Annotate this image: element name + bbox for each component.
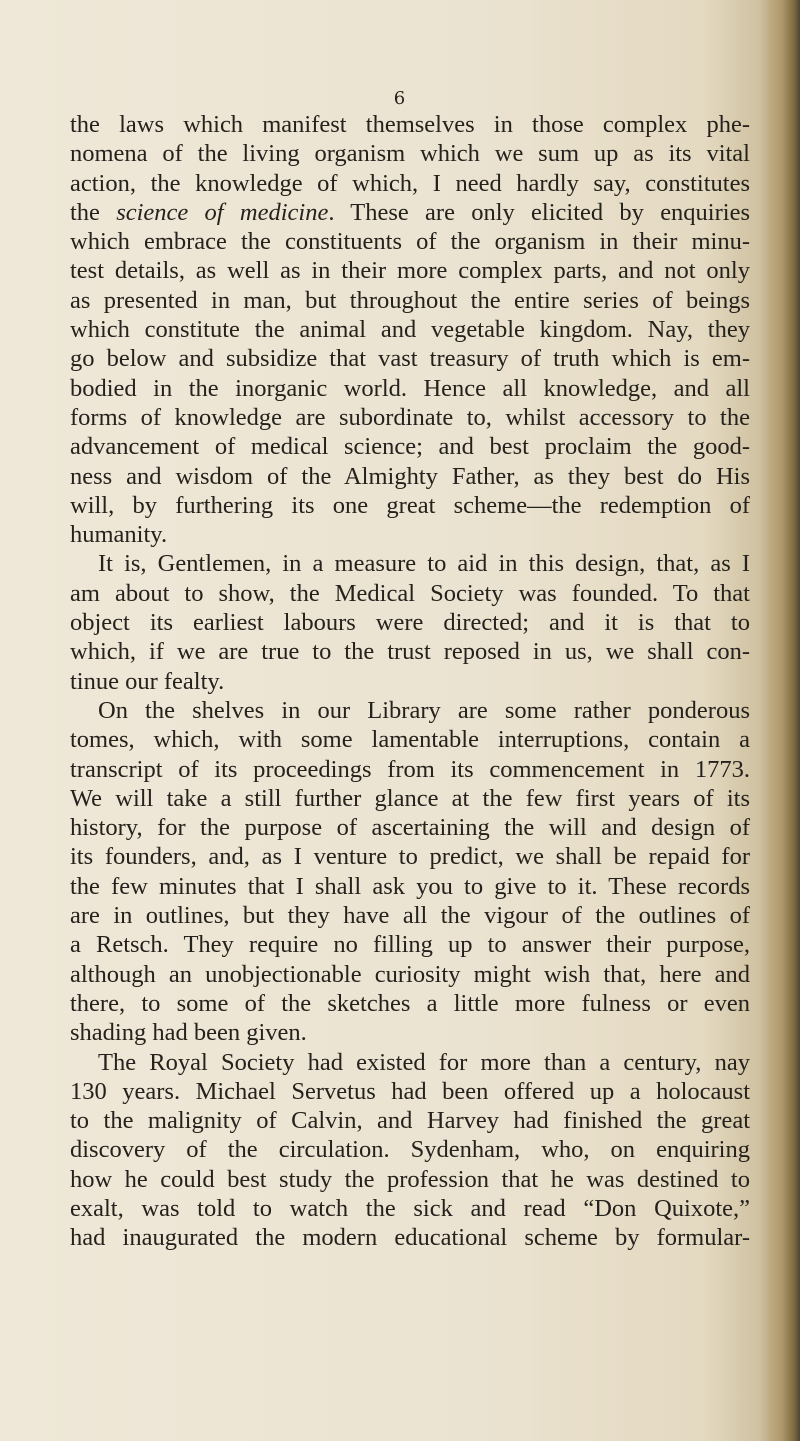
page-edge-shadow [760, 0, 800, 1441]
text-line: go below and subsidize that vast treasury of truth which is em- [70, 345, 750, 373]
text-line: its founders, and, as I venture to predict, we shall be repaid for [70, 843, 750, 871]
text-line: the few minutes that I shall ask you to give to it. These records [70, 872, 750, 900]
text-line: history, for the purpose of ascertaining the will and design of [70, 814, 750, 842]
text-line: tomes, which, with some lamentable interruptions, contain a [70, 726, 750, 754]
text-line: which, if we are true to the trust reposed in us, we shall con- [70, 638, 750, 666]
text-line: object its earliest labours were directed; and it is that to [70, 609, 750, 637]
text-line: will, by furthering its one great scheme—the redemption of [70, 491, 750, 519]
text-line: test details, as well as in their more complex parts, and not only [70, 257, 750, 285]
text-line: discovery of the circulation. Sydenham, who, on enquiring [70, 1136, 750, 1164]
text-line: bodied in the inorganic world. Hence all knowledge, and all [70, 374, 750, 402]
text-line: to the malignity of Calvin, and Harvey had finished the great [70, 1107, 750, 1135]
text-line: there, to some of the sketches a little more fulness or even [70, 989, 750, 1017]
text-line: how he could best study the profession that he was destined to [70, 1165, 750, 1193]
text-line: It is, Gentlemen, in a measure to aid in this design, that, as I [98, 550, 750, 578]
text-line: although an unobjectionable curiosity might wish that, here and [70, 960, 750, 988]
text-line: We will take a still further glance at the few first years of its [70, 784, 750, 812]
text-line: 130 years. Michael Servetus had been offered up a holocaust [70, 1077, 750, 1105]
text-line: which constitute the animal and vegetable kingdom. Nay, they [70, 316, 750, 344]
text-line: are in outlines, but they have all the vigour of the outlines of [70, 902, 750, 930]
text-line: exalt, was told to watch the sick and read “Don Quixote,” [70, 1194, 750, 1222]
text-line: forms of knowledge are subordinate to, whilst accessory to the [70, 403, 750, 431]
text-line: as presented in man, but throughout the entire series of beings [70, 286, 750, 314]
text-line: The Royal Society had existed for more than a century, nay [98, 1048, 750, 1076]
text-line: which embrace the constituents of the organism in their minu- [70, 228, 750, 256]
text-line: action, the knowledge of which, I need hardly say, constitutes [70, 169, 750, 197]
page-number: 6 [393, 88, 407, 109]
italic-phrase: science of medicine [116, 198, 329, 226]
text-line: humanity. [70, 521, 168, 549]
text-line: nomena of the living organism which we sum up as its vital [70, 140, 750, 168]
text-line: the laws which manifest themselves in those complex phe- [70, 111, 750, 138]
text-line: ness and wisdom of the Almighty Father, as they best do His [70, 462, 750, 490]
text-line: tinue our fealty. [70, 667, 225, 695]
text-line: shading had been given. [70, 1019, 307, 1047]
text-line: a Retsch. They require no filling up to answer their purpose, [70, 931, 750, 959]
text-line: had inaugurated the modern educational scheme by formular- [70, 1224, 750, 1252]
text-line: advancement of medical science; and best proclaim the good- [70, 433, 750, 461]
text-line: On the shelves in our Library are some rather ponderous [98, 696, 750, 724]
text-line: am about to show, the Medical Society was founded. To that [70, 579, 750, 607]
text-line: transcript of its proceedings from its commencement in 1773. [70, 755, 750, 783]
text-line: the science of medicine. These are only elicited by enquiries [70, 198, 750, 226]
body-text [70, 110, 750, 1253]
